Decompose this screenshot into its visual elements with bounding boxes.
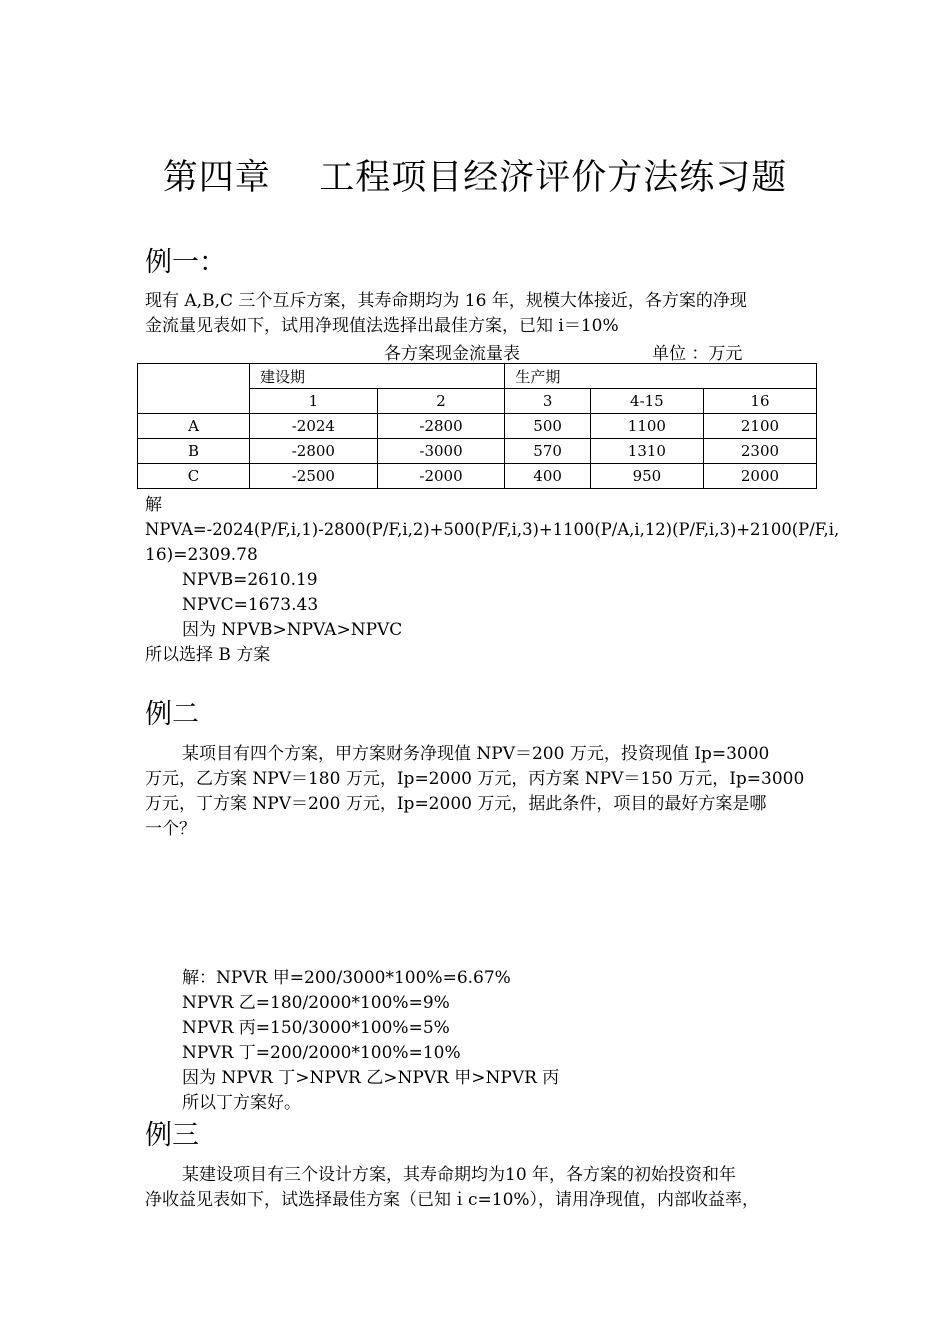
example-1-para-line: 金流量见表如下，试用净现值法选择出最佳方案，已知 i＝10% (145, 316, 619, 336)
header-production-period: 生产期 (505, 364, 817, 389)
solution-label: 解 (145, 495, 162, 515)
table-cell: -2800 (250, 439, 378, 464)
table-row (138, 464, 817, 489)
row-label: B (138, 439, 250, 464)
example-3-para-line: 净收益见表如下，试选择最佳方案（已知ｉc=10%），请用净现值，内部收益率， (145, 1190, 760, 1210)
example-2-para-line: 万元，乙方案 NPV＝180 万元，Ip=2000 万元，丙方案 NPV＝150 万元，Ip=3000 (145, 769, 805, 789)
table-cell: -3000 (377, 439, 505, 464)
table-cell: 2300 (703, 439, 816, 464)
solution-line: 16)=2309.78 (145, 545, 258, 565)
period-header-cell: 3 (505, 389, 591, 414)
example-2-para-line: 某项目有四个方案，甲方案财务净现值 NPV＝200 万元，投资现值 Ip=3000 (182, 744, 770, 764)
example-1-heading: 例一： (145, 247, 226, 278)
solution-line: NPVC=1673.43 (182, 595, 319, 615)
solution-line: 解：NPVR 甲=200/3000*100%=6.67% (182, 968, 511, 988)
table-cell: 570 (505, 439, 591, 464)
table-cell: -2800 (377, 414, 505, 439)
solution-line: 因为 NPVB>NPVA>NPVC (182, 620, 403, 640)
period-header-cell: 4-15 (590, 389, 703, 414)
row-label: C (138, 464, 250, 489)
period-header-cell: 2 (377, 389, 505, 414)
conclusion-line: 所以丁方案好。 (182, 1093, 301, 1113)
example-3-para-line: 某建设项目有三个设计方案，其寿命期均为10 年，各方案的初始投资和年 (182, 1165, 737, 1185)
header-construction-period: 建设期 (250, 364, 505, 389)
table-corner-cell (138, 364, 250, 414)
period-header-cell: 16 (703, 389, 816, 414)
table-row (138, 439, 817, 464)
table-cell: -2000 (377, 464, 505, 489)
solution-line: NPVR 丙=150/3000*100%=5% (182, 1018, 450, 1038)
table-row (138, 414, 817, 439)
solution-line: NPVR 丁=200/2000*100%=10% (182, 1043, 461, 1063)
table-caption: 各方案现金流量表 (384, 344, 520, 364)
table-header-row (138, 364, 817, 389)
row-label: A (138, 414, 250, 439)
solution-line: 因为 NPVR 丁>NPVR 乙>NPVR 甲>NPVR 丙 (182, 1068, 560, 1088)
table-cell: 950 (590, 464, 703, 489)
table-cell: 500 (505, 414, 591, 439)
table-cell: 400 (505, 464, 591, 489)
example-1-para-line: 现有 A,B,C 三个互斥方案，其寿命期均为 16 年，规模大体接近，各方案的净现 (145, 291, 747, 311)
example-2-para-line: 一个？ (145, 819, 196, 839)
table-cell: 1100 (590, 414, 703, 439)
example-3-heading: 例三 (145, 1120, 199, 1151)
example-2-heading: 例二 (145, 699, 199, 730)
table-unit: 单位 ：万元 (652, 344, 743, 364)
solution-line: NPVB=2610.19 (182, 570, 318, 590)
table-cell: -2024 (250, 414, 378, 439)
cash-flow-table (137, 363, 817, 489)
table-cell: 1310 (590, 439, 703, 464)
table-cell: -2500 (250, 464, 378, 489)
conclusion-line: 所以选择 B 方案 (145, 645, 271, 665)
table-cell: 2000 (703, 464, 816, 489)
table-cell: 2100 (703, 414, 816, 439)
page-title: 第四章 工程项目经济评价方法练习题 (162, 158, 788, 198)
solution-line: NPVA=-2024(P/F,i,1)-2800(P/F,i,2)+500(P/F,i,3)+1100(P/A,i,12)(P/F,i,3)+2100(P/F,i, (145, 520, 840, 539)
solution-line: NPVR 乙=180/2000*100%=9% (182, 993, 450, 1013)
period-header-cell: 1 (250, 389, 378, 414)
example-2-para-line: 万元，丁方案 NPV＝200 万元，Ip=2000 万元，据此条件，项目的最好方案是哪 (145, 794, 767, 814)
